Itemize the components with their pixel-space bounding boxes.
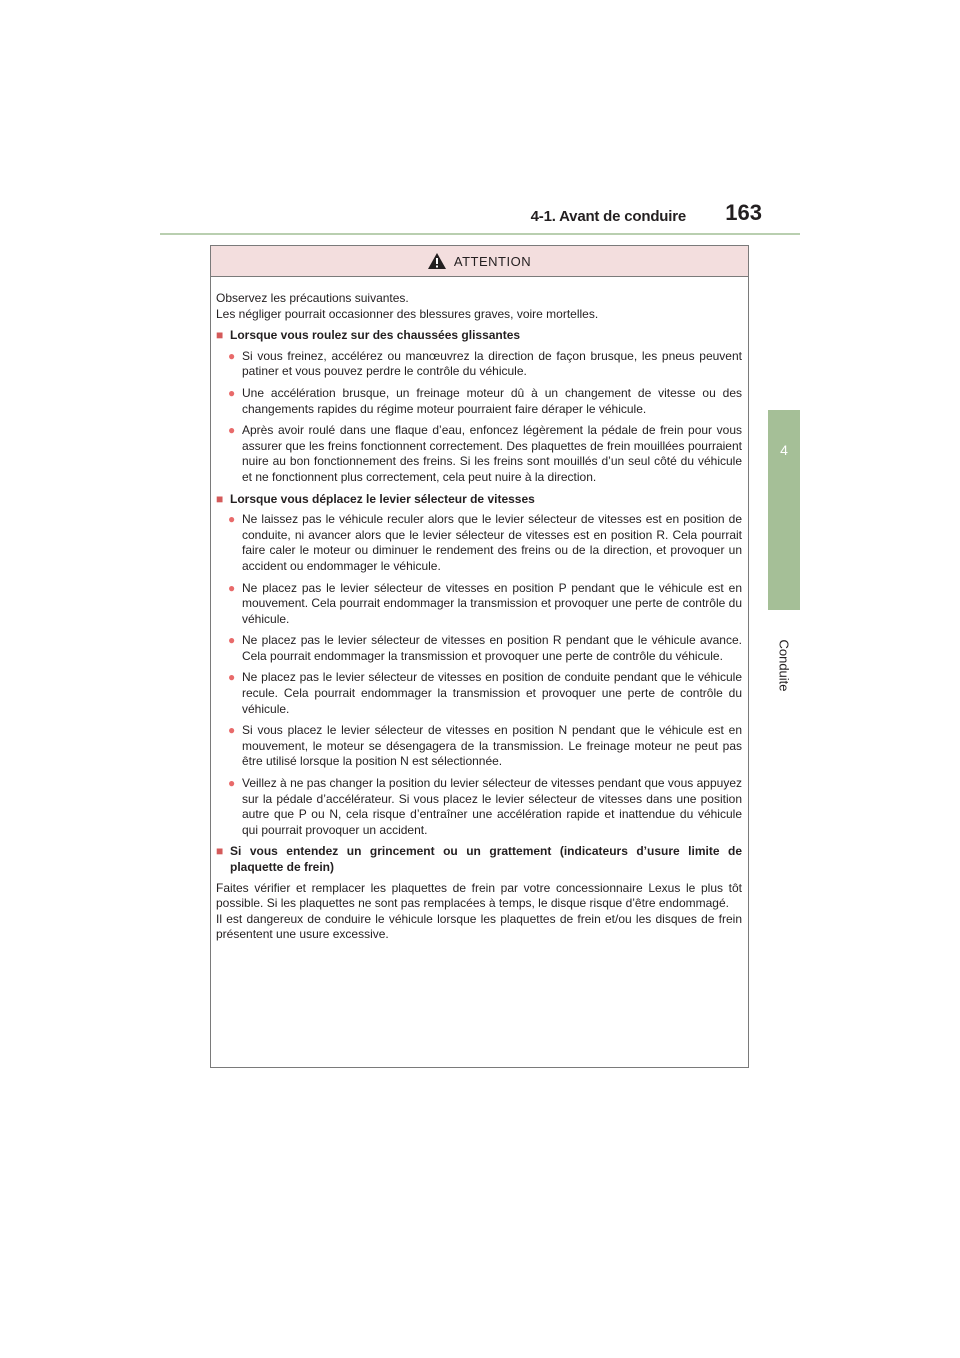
intro-line: Les négliger pourrait occasionner des blessures graves, voire mortelles. xyxy=(216,306,599,321)
chapter-label: Conduite xyxy=(776,638,792,692)
bullet-dot-icon: ● xyxy=(228,670,236,685)
warning-body xyxy=(211,277,748,943)
bullet-dot-icon: ● xyxy=(228,633,236,648)
header-divider xyxy=(160,233,800,235)
list-item: ● Ne placez pas le levier sélecteur de vitesses en position R pendant que le véhicule avance. Cela pourrait endommager la transmission et provoquer une perte de contrôle du véhicule. xyxy=(228,633,742,663)
paragraph: Il est dangereux de conduire le véhicule lorsque les plaquettes de frein et/ou les disques de frein présentent une usure excessive. xyxy=(216,911,742,942)
section-heading: ■ Lorsque vous roulez sur des chaussées glissantes xyxy=(216,328,521,343)
section-heading: ■ Si vous entendez un grincement ou un grattement (indicateurs d’usure limite de plaquette de frein) xyxy=(216,844,742,874)
list-item: ● Si vous placez le levier sélecteur de vitesses en position N pendant que le véhicule est en mouvement, le moteur se désengagera de la transmission. Le freinage moteur ne peut pas être utilisé lorsque la position N est sélectionnée. xyxy=(228,723,742,769)
list-item: ● Ne placez pas le levier sélecteur de vitesses en position de conduite pendant que le véhicule recule. Cela pourrait endommager la transmission et provoquer une perte de contrôle du véhicule. xyxy=(228,670,742,716)
warning-box xyxy=(210,245,749,1068)
paragraph: Faites vérifier et remplacer les plaquettes de frein par votre concessionnaire Lexus le plus tôt possible. Si les plaquettes ne sont pas remplacées à temps, le disque risque d’être endommagé. xyxy=(216,880,742,911)
list-item: ● Une accélération brusque, un freinage moteur dû à un changement de vitesse ou des changements rapides du régime moteur pourraient faire déraper le véhicule. xyxy=(228,385,742,416)
bullet-dot-icon: ● xyxy=(228,776,236,791)
list-item: ● Ne placez pas le levier sélecteur de vitesses en position P pendant que le véhicule est en mouvement. Cela pourrait endommager la transmission et provoquer une perte de contrôle du véhicule. xyxy=(228,580,742,626)
list-item: ● Si vous freinez, accélérez ou manœuvrez la direction de façon brusque, les pneus peuvent patiner et vous pouvez perdre le contrôle du véhicule. xyxy=(228,348,742,379)
warning-title: ATTENTION xyxy=(453,253,532,269)
intro-line: Observez les précautions suivantes. xyxy=(216,291,409,305)
bullet-dot-icon: ● xyxy=(228,580,236,595)
bullet-dot-icon: ● xyxy=(228,512,236,527)
list-item: ● Veillez à ne pas changer la position du levier sélecteur de vitesses pendant que vous appuyez sur la pédale d’accélérateur. Si vous placez le levier sélecteur de vitesses dans une position autre que P ou N, cela risque d’entraîner une accélération rapide et inattendue du véhicule qui pourrait provoquer un accident. xyxy=(228,776,742,837)
square-bullet-icon: ■ xyxy=(216,844,224,859)
section-heading: ■ Lorsque vous déplacez le levier sélecteur de vitesses xyxy=(216,491,535,506)
list-item: ● Après avoir roulé dans une flaque d’eau, enfoncez légèrement la pédale de frein pour vous assurer que les freins fonctionnent correctement. Des plaquettes de frein mouillées pourraient nuire au bon fonctionnement des freins. Si les freins sont mouillés d’un seul côté du véhicule et ne fonctionnent plus correctement, cela peut nuire à la direction. xyxy=(228,423,742,484)
chapter-number: 4 xyxy=(780,442,788,458)
bullet-dot-icon: ● xyxy=(228,423,236,438)
warning-triangle-icon xyxy=(428,253,446,269)
bullet-dot-icon: ● xyxy=(228,348,236,363)
bullet-dot-icon: ● xyxy=(228,723,236,738)
warning-header xyxy=(211,246,748,277)
list-item: ● Ne laissez pas le véhicule reculer alors que le levier sélecteur de vitesses est en position de conduite, ni avancer alors que le levier sélecteur de vitesses est en position R. Cela pourrait faire caler le moteur ou diminuer le rendement des freins ou de la direction, et provoquer un accident ou endommager le véhicule. xyxy=(228,512,742,573)
bullet-dot-icon: ● xyxy=(228,385,236,400)
section-title: 4-1. Avant de conduire xyxy=(530,208,686,225)
square-bullet-icon: ■ xyxy=(216,491,224,506)
chapter-tab xyxy=(768,410,800,610)
square-bullet-icon: ■ xyxy=(216,328,224,343)
page-number: 163 xyxy=(725,200,762,225)
